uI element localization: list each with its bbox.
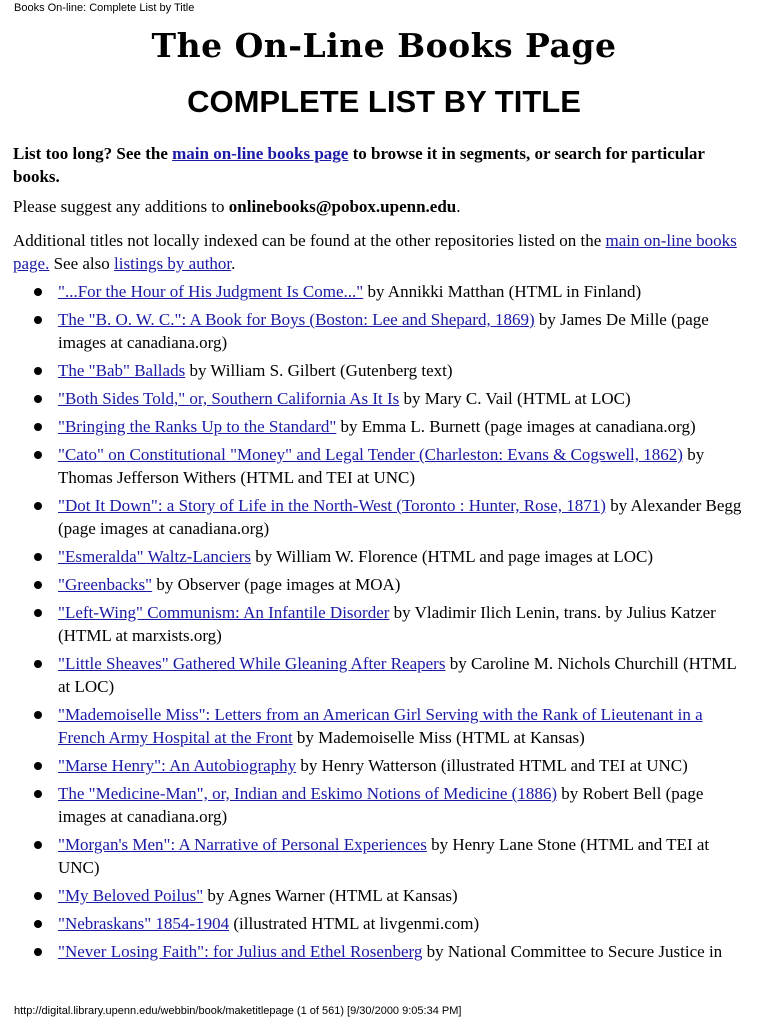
book-info: by National Committee to Secure Justice in xyxy=(422,942,723,961)
book-title-link[interactable]: "Mademoiselle Miss": Letters from an American Girl Serving with the Rank of Lieutenant in a French Army Hospital at the Front xyxy=(58,705,703,747)
bullet-icon xyxy=(34,711,42,719)
book-info: by Henry Watterson (illustrated HTML and TEI at UNC) xyxy=(296,756,688,775)
book-info: by Annikki Matthan (HTML in Finland) xyxy=(363,282,642,301)
book-list-item xyxy=(58,754,751,777)
bullet-icon xyxy=(34,395,42,403)
book-info: by Observer (page images at MOA) xyxy=(152,575,401,594)
book-list-item xyxy=(58,601,751,647)
bullet-icon xyxy=(34,316,42,324)
book-list-item xyxy=(58,782,751,828)
book-list xyxy=(13,280,751,963)
book-title-link[interactable]: The "Medicine-Man", or, Indian and Eskimo Notions of Medicine (1886) xyxy=(58,784,558,803)
bullet-icon xyxy=(34,762,42,770)
bullet-icon xyxy=(34,451,42,459)
listings-by-author-link[interactable]: listings by author xyxy=(114,254,232,273)
book-info: by Vladimir Ilich Lenin, trans. by Julius Katzer (HTML at marxists.org) xyxy=(58,603,716,645)
additional-prefix: Additional titles not locally indexed can be found at the other repositories listed on the xyxy=(13,231,606,250)
book-list-item xyxy=(58,884,751,907)
book-title-link[interactable]: The "Bab" Ballads xyxy=(58,361,186,380)
bullet-icon xyxy=(34,841,42,849)
book-info: by Caroline M. Nichols Churchill (HTML at LOC) xyxy=(58,654,737,696)
book-title-link[interactable]: "Little Sheaves" Gathered While Gleaning After Reapers xyxy=(58,654,446,673)
main-books-page-link[interactable]: main on-line books page xyxy=(172,144,349,163)
book-title-link[interactable]: "Dot It Down": a Story of Life in the North-West (Toronto : Hunter, Rose, 1871) xyxy=(58,496,606,515)
book-info: by Emma L. Burnett (page images at canadiana.org) xyxy=(336,417,696,436)
book-info: by William W. Florence (HTML and page images at LOC) xyxy=(250,547,654,566)
bullet-icon xyxy=(34,367,42,375)
book-info: by Robert Bell (page images at canadiana.org) xyxy=(58,784,704,826)
book-title-link[interactable]: "Esmeralda" Waltz-Lanciers xyxy=(58,547,251,566)
bullet-icon xyxy=(34,790,42,798)
page-footer: http://digital.library.upenn.edu/webbin/book/maketitlepage (1 of 561) [9/30/2000 9:05:34 PM] xyxy=(14,1005,462,1017)
book-title-link[interactable]: "Bringing the Ranks Up to the Standard" xyxy=(58,417,337,436)
book-title-link[interactable]: "Greenbacks" xyxy=(58,575,153,594)
book-list-item xyxy=(58,280,751,303)
window-title: Books On-line: Complete List by Title xyxy=(14,2,195,14)
suggest-paragraph xyxy=(13,195,751,218)
intro-suffix: to browse it in segments, or search for particular books. xyxy=(13,144,705,186)
book-list-item xyxy=(58,494,751,540)
book-title-link[interactable]: "Marse Henry": An Autobiography xyxy=(58,756,297,775)
book-list-item xyxy=(58,940,751,963)
book-info: (illustrated HTML at livgenmi.com) xyxy=(229,914,480,933)
book-info: by William S. Gilbert (Gutenberg text) xyxy=(185,361,453,380)
book-list-item xyxy=(58,387,751,410)
book-info: by Mary C. Vail (HTML at LOC) xyxy=(399,389,631,408)
book-info: by James De Mille (page images at canadiana.org) xyxy=(58,310,709,352)
book-info: by Henry Lane Stone (HTML and TEI at UNC) xyxy=(58,835,710,877)
bullet-icon xyxy=(34,920,42,928)
book-list-item xyxy=(58,912,751,935)
bullet-icon xyxy=(34,553,42,561)
book-list-item xyxy=(58,573,751,596)
additional-paragraph xyxy=(13,229,751,275)
bullet-icon xyxy=(34,660,42,668)
contact-email: onlinebooks@pobox.upenn.edu xyxy=(228,197,457,216)
bullet-icon xyxy=(34,609,42,617)
intro-prefix: List too long? See the xyxy=(13,144,173,163)
additional-suffix: . xyxy=(231,254,236,273)
book-info: by Alexander Begg (page images at canadiana.org) xyxy=(58,496,742,538)
book-info: by Mademoiselle Miss (HTML at Kansas) xyxy=(292,728,585,747)
additional-middle: See also xyxy=(49,254,115,273)
book-list-item xyxy=(58,308,751,354)
book-info: by Agnes Warner (HTML at Kansas) xyxy=(203,886,458,905)
book-title-link[interactable]: "Never Losing Faith": for Julius and Ethel Rosenberg xyxy=(58,942,423,961)
book-title-link[interactable]: "Left-Wing" Communism: An Infantile Disorder xyxy=(58,603,390,622)
bullet-icon xyxy=(34,892,42,900)
book-list-item xyxy=(58,415,751,438)
bullet-icon xyxy=(34,948,42,956)
book-list-item xyxy=(58,703,751,749)
book-title-link[interactable]: "Both Sides Told," or, Southern California As It Is xyxy=(58,389,400,408)
main-content xyxy=(13,142,751,968)
book-title-link[interactable]: "...For the Hour of His Judgment Is Come..." xyxy=(58,282,364,301)
book-info: by Thomas Jefferson Withers (HTML and TEI at UNC) xyxy=(58,445,705,487)
book-title-link[interactable]: "Morgan's Men": A Narrative of Personal Experiences xyxy=(58,835,427,854)
main-books-page-link-2[interactable]: main on-line books page. xyxy=(13,231,737,273)
book-list-item xyxy=(58,833,751,879)
book-list-item xyxy=(58,545,751,568)
bullet-icon xyxy=(34,502,42,510)
bullet-icon xyxy=(34,423,42,431)
book-list-item xyxy=(58,652,751,698)
book-title-link[interactable]: "Nebraskans" 1854-1904 xyxy=(58,914,230,933)
intro-paragraph xyxy=(13,142,751,188)
suggest-suffix: . xyxy=(456,197,461,216)
book-title-link[interactable]: "Cato" on Constitutional "Money" and Legal Tender (Charleston: Evans & Cogswell, 1862) xyxy=(58,445,683,464)
book-title-link[interactable]: The "B. O. W. C.": A Book for Boys (Boston: Lee and Shepard, 1869) xyxy=(58,310,535,329)
bullet-icon xyxy=(34,288,42,296)
book-list-item xyxy=(58,443,751,489)
book-title-link[interactable]: "My Beloved Poilus" xyxy=(58,886,204,905)
book-list-item xyxy=(58,359,751,382)
suggest-prefix: Please suggest any additions to xyxy=(13,197,229,216)
bullet-icon xyxy=(34,581,42,589)
page-title: COMPLETE LIST BY TITLE xyxy=(187,84,581,119)
site-masthead: The On-Line Books Page xyxy=(151,26,617,65)
